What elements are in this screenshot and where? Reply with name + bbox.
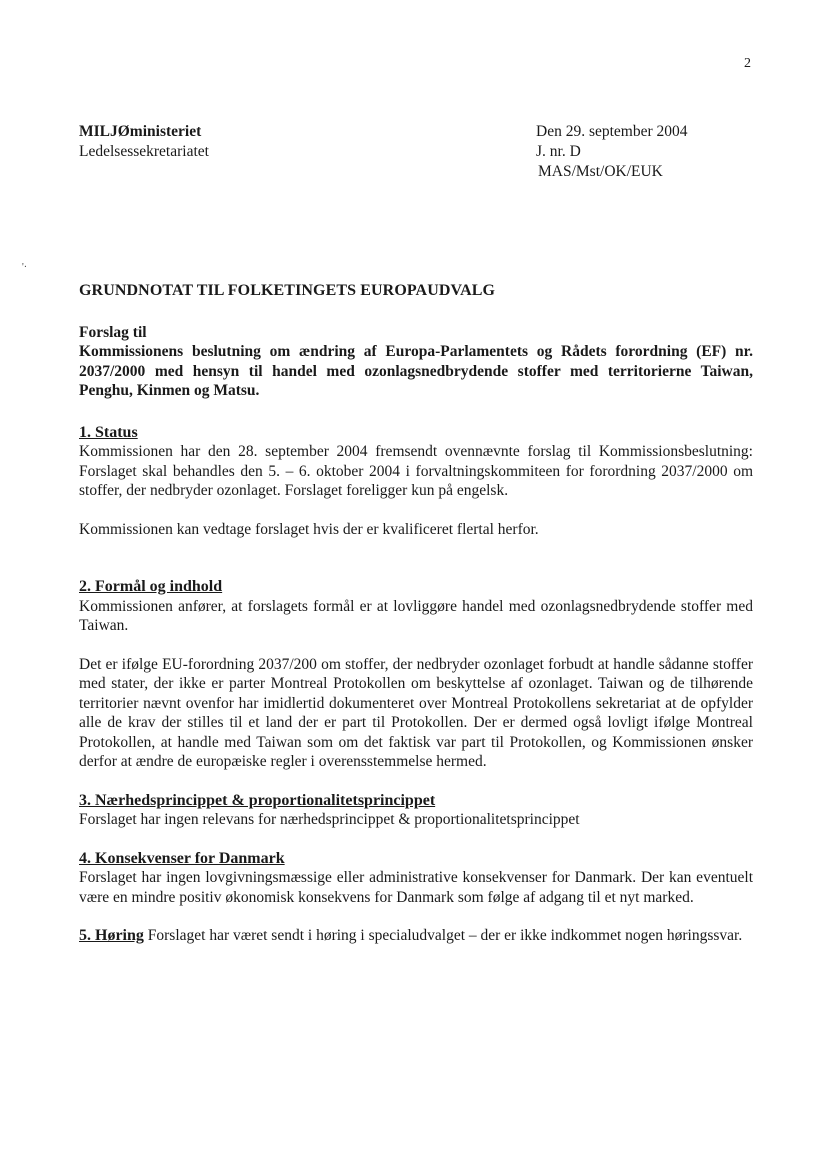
status-paragraph-2: Kommissionen kan vedtage forslaget hvis der er kvalificeret flertal herfor. (79, 520, 539, 538)
section-subsidiarity (79, 791, 753, 830)
section-hearing (79, 926, 753, 946)
proposal-intro: Forslag til (79, 323, 147, 341)
section-heading-subsidiarity: 3. Nærhedsprincippet & proportionalitetsprincippet (79, 791, 436, 809)
document-title: GRUNDNOTAT TIL FOLKETINGETS EUROPAUDVALG (79, 282, 496, 299)
department-name: Ledelsessekretariatet (79, 143, 209, 160)
consequences-paragraph: Forslaget har ingen lovgivningsmæssige eller administrative konsekvenser for Danmark. Der kan eventuelt være en mindre positiv økonomisk konsekvens for Danmark som følge af adgang til et nyt marked. (79, 869, 753, 906)
scan-artifact: '· (22, 262, 28, 273)
proposal-text: Kommissionens beslutning om ændring af Europa-Parlamentets og Rådets forordning (EF) nr. 2037/2000 med hensyn til handel med ozonlagsnedbrydende stoffer med territorierne Taiwan, Penghu, Kinmen og Matsu. (79, 343, 753, 399)
section-heading-status: 1. Status (79, 423, 138, 441)
reference-code: MAS/Mst/OK/EUK (538, 163, 663, 180)
section-heading-hearing: 5. Høring (79, 927, 144, 944)
section-purpose (79, 577, 753, 772)
document-date: Den 29. september 2004 (536, 123, 688, 140)
sender-block (79, 122, 209, 162)
document-body (79, 281, 753, 965)
meta-block (536, 122, 688, 182)
page-number: 2 (744, 56, 751, 71)
hearing-paragraph (79, 926, 753, 946)
purpose-paragraph-1: Kommissionen anfører, at forslagets formål er at lovliggøre handel med ozonlagsnedbrydende stoffer med Taiwan. (79, 597, 753, 634)
hearing-text: Forslaget har været sendt i høring i specialudvalget – der er ikke indkommet nogen høringssvar. (143, 927, 743, 944)
section-status (79, 423, 753, 540)
subsidiarity-paragraph: Forslaget har ingen relevans for nærhedsprincippet & proportionalitetsprincippet (79, 811, 580, 828)
purpose-paragraph-2: Det er ifølge EU-forordning 2037/200 om stoffer, der nedbryder ozonlaget forbudt at handle sådanne stoffer med stater, der ikke er parter Montreal Protokollen om beskyttelse af ozonlaget. Taiwan og de tilhørende territorier nævnt ovenfor har imidlertid dokumenteret over Montreal Protokollens sekretariat at de opfylder alle de krav der stilles til et land der er part til Protokollen. Der er dermed også lovligt ifølge Montreal Protokollen, at handle med Taiwan som om det faktisk var part til Protokollen, og Kommissionen ønsker derfor at ændre de europæiske regler i overensstemmelse hermed. (79, 655, 753, 770)
status-paragraph-1: Kommissionen har den 28. september 2004 fremsendt ovennævnte forslag til Kommissionsbeslutning: Forslaget skal behandles den 5. – 6. oktober 2004 i forvaltningskommiteen for forordning 2037/2000 om stoffer, der nedbryder ozonlaget. Forslaget foreligger kun på engelsk. (79, 443, 753, 499)
proposal-heading (79, 323, 753, 401)
ministry-name: MILJØministeriet (79, 123, 202, 140)
section-heading-consequences: 4. Konsekvenser for Danmark (79, 849, 285, 867)
section-consequences (79, 849, 753, 908)
journal-number: J. nr. D (536, 143, 581, 160)
section-heading-purpose: 2. Formål og indhold (79, 578, 223, 595)
